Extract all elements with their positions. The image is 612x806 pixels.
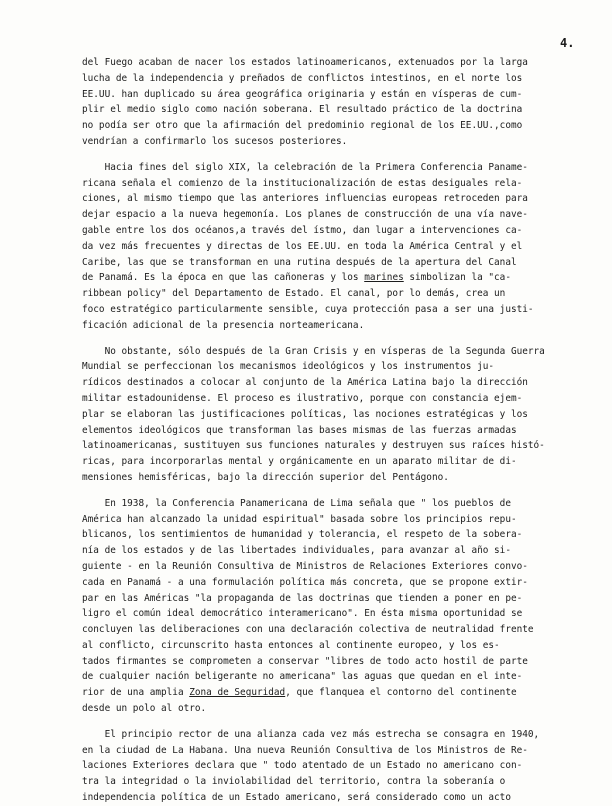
paragraph-gap [82,486,588,496]
body-text [82,55,588,806]
text-line: gable entre los dos océanos,a través del ístmo, dan lugar a intervenciones ca- [82,224,523,236]
text-line: par en las Américas "la propaganda de las doctrinas que tienden a poner en pe- [82,592,523,604]
underlined-phrase: Zona de Seguridad [189,687,286,699]
paragraph-gap [82,150,588,160]
text-line: desde un polo al otro. [82,703,207,715]
text-line: ligro el común ideal democrático interamericano". En ésta misma oportunidad se [82,608,523,620]
text-line: lucha de la independencia y preñados de conflictos intestinos, en el norte los [82,72,523,84]
page-number: 4. [560,36,575,50]
text-line: da vez más frecuentes y directas de los EE.UU. en toda la América Central y el [82,240,523,252]
text-line: ribbean policy" del Departamento de Estado. El canal, por lo demás, crea un [82,288,506,300]
text-line: EE.UU. han duplicado su área geográfica originaria y están en vísperas de cum- [82,88,523,100]
text-line: de Panamá. Es la época en que las cañoneras y los marines simbolizan la "ca- [82,272,511,284]
text-line: no podía ser otro que la afirmación del predominio regional de los EE.UU.,como [82,120,523,132]
text-line: militar estadounidense. El proceso es ilustrativo, porque con constancia ejem- [82,392,523,404]
text-line: elementos ideológicos que transforman las bases mismas de las fuerzas armadas [82,424,517,436]
text-line: del Fuego acaban de nacer los estados latinoamericanos, extenuados por la larga [82,57,528,68]
underlined-phrase: marines [364,272,404,284]
text-line: concluyen las deliberaciones con una declaración colectiva de neutralidad frente [82,624,534,636]
text-line: Mundial se perfeccionan los mecanismos ideológicos y los instrumentos ju- [82,361,495,373]
paragraph [82,344,588,486]
text-line: cada en Panamá - a una formulación política más concreta, que se propone extir- [82,576,528,588]
text-line: Hacia fines del siglo XIX, la celebración de la Primera Conferencia Paname- [82,161,528,173]
text-line: rior de una amplia Zona de Seguridad, que flanquea el contorno del continente [82,687,517,699]
text-line: En 1938, la Conferencia Panamericana de Lima señala que " los pueblos de [82,497,511,509]
text-line: vendrían a confirmarlo los sucesos posteriores. [82,135,348,147]
text-line: independencia política de un Estado americano, será considerado como un acto [82,792,511,804]
text-line: plir el medio siglo como nación soberana. El resultado práctico de la doctrina [82,104,523,116]
text-line: ricana señala el comienzo de la institucionalización de estas desiguales rela- [82,177,523,189]
text-line: de cualquier nación beligerante no americana" las aguas que quedan en el inte- [82,671,523,683]
text-line: en la ciudad de La Habana. Una nueva Reunión Consultiva de los Ministros de Re- [82,744,528,756]
text-line: plar se elaboran las justificaciones políticas, las nociones estratégicas y los [82,408,528,420]
text-line: latinoamericanas, sustituyen sus funciones naturales y destruyen sus raíces histó- [82,440,545,452]
text-line: No obstante, sólo después de la Gran Crisis y en vísperas de la Segunda Guerra [82,345,545,357]
text-line: ficación adicional de la presencia norteamericana. [82,319,365,331]
text-line: guiente - en la Reunión Consultiva de Ministros de Relaciones Exteriores convo- [82,560,528,572]
text-line: laciones Exteriores declara que " todo atentado de un Estado no americano con- [82,760,523,772]
text-line: blicanos, los sentimientos de humanidad y tolerancia, el respeto de la sobera- [82,529,523,541]
paragraph [82,55,588,150]
paragraph [82,496,588,717]
text-line: mensiones hemisféricas, bajo la dirección superior del Pentágono. [82,471,449,483]
paragraph [82,727,588,806]
text-line: ciones, al mismo tiempo que las anteriores influencias europeas retroceden para [82,193,528,205]
text-line: rídicos destinados a colocar al conjunto de la América Latina bajo la dirección [82,377,528,389]
text-line: al conflicto, circunscrito hasta entonces al continente europeo, y los es- [82,639,500,651]
text-line: foco estratégico particularmente sensible, cuya protección pasa a ser una justi- [82,303,534,315]
text-line: El principio rector de una alianza cada vez más estrecha se consagra en 1940, [82,728,540,740]
text-line: tados firmantes se comprometen a conservar "libres de todo acto hostil de parte [82,655,528,667]
text-line: dejar espacio a la nueva hegemonía. Los planes de construcción de una vía nave- [82,209,528,221]
text-line: nía de los estados y de las libertades individuales, para avanzar al año si- [82,545,511,557]
paragraph-gap [82,334,588,344]
paragraph [82,160,588,334]
text-line: América han alcanzado la unidad espiritual" basada sobre los principios repu- [82,513,517,525]
text-line: Caribe, las que se transforman en una rutina después de la apertura del Canal [82,256,517,268]
paragraph-gap [82,717,588,727]
text-line: ricas, para incorporarlas mental y orgánicamente en un aparato militar de di- [82,456,517,468]
text-line: tra la integridad o la inviolabilidad del territorio, contra la soberanía o [82,776,506,788]
